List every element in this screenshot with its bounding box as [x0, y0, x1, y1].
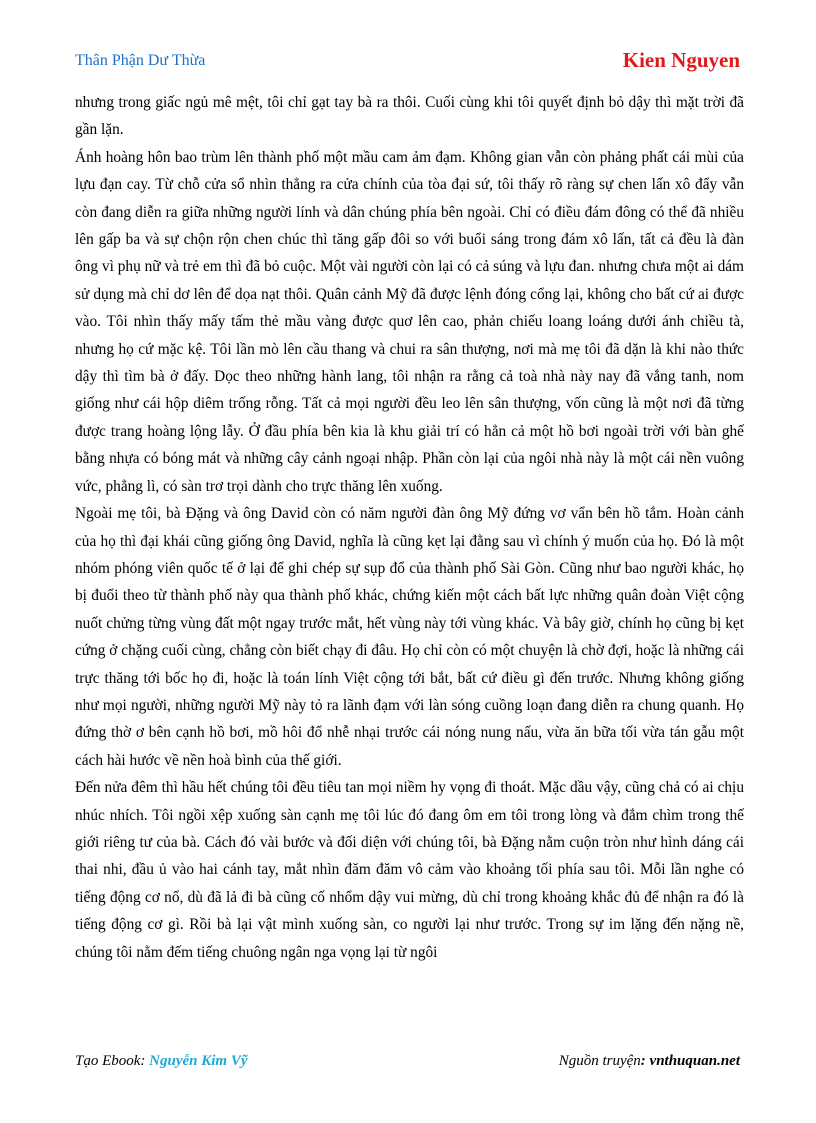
paragraph: nhưng trong giấc ngủ mê mệt, tôi chỉ gạt tay bà ra thôi. Cuối cùng khi tôi quyết định bỏ dậy thì mặt trời đã gần lặn.	[75, 94, 744, 139]
ebook-credit	[75, 1053, 248, 1070]
ebook-credit-separator: :	[140, 1053, 150, 1069]
page-footer	[75, 1053, 740, 1077]
source-credit-separator: :	[640, 1053, 650, 1069]
paragraph: Ánh hoàng hôn bao trùm lên thành phố một mầu cam ảm đạm. Không gian vẫn còn phảng phất cái mùi của lựu đạn cay. Từ chỗ cửa sổ nhìn thẳng ra cửa chính của tòa đại sứ, tôi thấy rõ ràng sự chen lấn xô đẩy vẫn còn đang diễn ra giữa những người lính và dân chúng phía bên ngoài. Chỉ có điều đám đông có thể đã nhiều lên gấp ba và sự chộn rộn chen chúc thì tăng gấp đôi so với buổi sáng trong đám xô lấn, tất cả đều là đàn ông vì phụ nữ và trẻ em thì đã bỏ cuộc. Một vài người còn lại có cả súng và lựu đan. nhưng chưa một ai dám sử dụng mà chỉ dơ lên để dọa nạt thôi. Quân cảnh Mỹ đã được lệnh đóng cổng lại, không cho bất cứ ai được vào. Tôi nhìn thấy mấy tấm thẻ mầu vàng được quơ lên cao, phản chiếu loang loáng dưới ánh chiều tà, nhưng họ cứ mặc kệ. Tôi lần mò lên cầu thang và chui ra sân thượng, nơi mà mẹ tôi đã dặn là khi nào thức dậy thì tìm bà ở đấy. Dọc theo những hành lang, tôi nhận ra rằng cả toà nhà này nay đã vắng tanh, nom giống như cái hộp diêm trống rỗng. Tất cả mọi người đều leo lên sân thượng, vốn cũng là một nơi đã từng được trang hoàng lộng lẫy. Ở đầu phía bên kia là khu giải trí có hẳn cả một hồ bơi ngoài trời với bàn ghế bằng nhựa có bóng mát và những cây cảnh ngoại nhập. Phần còn lại của ngôi nhà này là một cái nền vuông vức, phẳng lì, có sàn trơ trọi dành cho trực thăng lên xuống.	[75, 148, 744, 495]
book-title: Thân Phận Dư Thừa	[75, 52, 206, 69]
page-header	[75, 48, 740, 78]
ebook-credit-label: Tạo Ebook	[75, 1053, 141, 1069]
author-name: Kien Nguyen	[622, 48, 740, 72]
source-credit	[559, 1053, 740, 1070]
page-body	[75, 89, 744, 966]
paragraph: Đến nửa đêm thì hầu hết chúng tôi đều tiêu tan mọi niềm hy vọng đi thoát. Mặc dầu vậy, cũng chả có ai chịu nhúc nhích. Tôi ngồi xệp xuống sàn cạnh mẹ tôi lúc đó đang ôm em tôi trong lòng và đắm chìm trong thế giới riêng tư của bà. Cách đó vài bước và đối diện với chúng tôi, bà Đặng nằm cuộn tròn như hình dáng cái thai nhi, đầu ủ vào hai cánh tay, mắt nhìn đăm đăm vô cảm vào khoảng tối phía sau tôi. Mỗi lần nghe có tiếng động cơ nổ, dù đã lả đi bà cũng cố nhổm dậy vui mừng, dù chỉ trong khoảng khắc đủ để nhận ra đó là tiếng động cơ gì. Rồi bà lại vật mình xuống sàn, co người lại như trước. Trong sự im lặng đến nặng nề, chúng tôi nằm đếm tiếng chuông ngân nga vọng lại từ ngôi	[75, 779, 744, 961]
source-site-link[interactable]: vnthuquan.net	[649, 1053, 740, 1069]
source-credit-label: Nguồn truyện	[558, 1053, 641, 1069]
paragraph: Ngoài mẹ tôi, bà Đặng và ông David còn có năm người đàn ông Mỹ đứng vơ vẩn bên hồ tắm. Hoàn cảnh của họ thì đại khái cũng giống ông David, nghĩa là cũng kẹt lại đằng sau vì chính ý muốn của họ. Đó là một nhóm phóng viên quốc tế ở lại để ghi chép sự sụp đổ của thành phố Sài Gòn. Cũng như bao người khác, họ bị đuổi theo từ thành phố này qua thành phố khác, chứng kiến một cách bất lực những quân đoàn Việt cộng nuốt chửng từng vùng đất một ngay trước mắt, hết vùng này tới vùng khác. Và bây giờ, chính họ cũng bị kẹt cứng ở chặng cuối cùng, chẳng còn biết chạy đi đâu. Họ chỉ còn có một chuyện là chờ đợi, hoặc là những cái trực thăng tới bốc họ đi, hoặc là toán lính Việt cộng tới bắt, bất cứ điều gì đến trước. Nhưng không giống như mọi người, những người Mỹ này tỏ ra lãnh đạm với làn sóng cuồng loạn đang diễn ra chung quanh. Họ đứng thờ ơ bên cạnh hồ bơi, mồ hôi đổ nhễ nhại trước cái nóng nung nấu, vừa ăn bữa tối vừa tán gẫu một cách hài hước về nền hoà bình của thế giới.	[75, 505, 745, 769]
ebook-creator-name: Nguyễn Kim Vỹ	[149, 1053, 248, 1069]
